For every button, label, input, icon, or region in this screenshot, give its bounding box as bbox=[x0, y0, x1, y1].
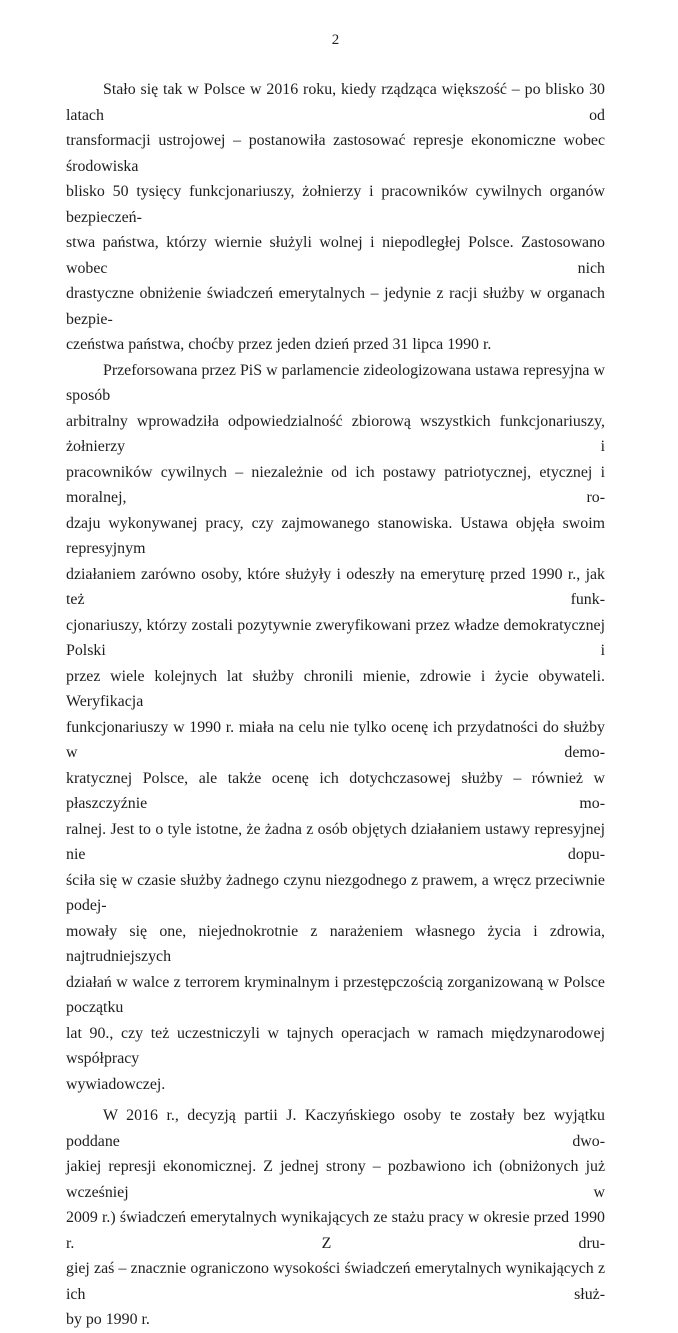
text-line: Stało się tak w Polsce w 2016 roku, kiedy rządząca większość – po blisko 30 latach od bbox=[66, 81, 605, 124]
text-line: arbitralny wprowadziła odpowiedzialność zbiorową wszystkich funkcjonariuszy, żołnierzy i bbox=[66, 412, 605, 455]
text-line: wywiadowczej. bbox=[66, 1075, 166, 1093]
text-line: W 2016 r., decyzją partii J. Kaczyńskiego osoby te zostały bez wyjątku poddane dwo- bbox=[66, 1107, 605, 1150]
text-line: transformacji ustrojowej – postanowiła zastosować represje ekonomiczne wobec środowiska bbox=[66, 132, 605, 175]
paragraph bbox=[66, 77, 605, 358]
text-line: by po 1990 r. bbox=[66, 1311, 150, 1328]
text-line: ralnej. Jest to o tyle istotne, że żadna z osób objętych działaniem ustawy represyjnej nie dopu- bbox=[66, 820, 605, 863]
text-line: dzaju wykonywanej pracy, czy zajmowanego stanowiska. Ustawa objęła swoim represyjnym bbox=[66, 514, 605, 557]
paragraph bbox=[66, 358, 605, 1098]
text-line: funkcjonariuszy w 1990 r. miała na celu nie tylko ocenę ich przydatności do służby w demo- bbox=[66, 718, 605, 761]
text-line: cjonariuszy, którzy zostali pozytywnie zweryfikowani przez władze demokratycznej Polski i bbox=[66, 616, 605, 659]
text-line: ściła się w czasie służby żadnego czynu niezgodnego z prawem, a wręcz przeciwnie podej- bbox=[66, 871, 605, 914]
text-line: przez wiele kolejnych lat służby chronili mienie, zdrowie i życie obywateli. Weryfikacja bbox=[66, 667, 605, 710]
document-body bbox=[66, 77, 605, 1333]
text-line: mowały się one, niejednokrotnie z narażeniem własnego życia i zdrowia, najtrudniejszych bbox=[66, 922, 605, 965]
text-line: lat 90., czy też uczestniczyli w tajnych operacjach w ramach międzynarodowej współpracy bbox=[66, 1024, 605, 1067]
text-line: stwa państwa, którzy wiernie służyli wolnej i niepodległej Polsce. Zastosowano wobec nich bbox=[66, 234, 605, 277]
text-line: działaniem zarówno osoby, które służyły i odeszły na emeryturę przed 1990 r., jak też funk- bbox=[66, 565, 605, 608]
text-line: drastyczne obniżenie świadczeń emerytalnych – jedynie z racji służby w organach bezpie- bbox=[66, 285, 605, 328]
text-line: kratycznej Polsce, ale także ocenę ich dotychczasowej służby – również w płaszczyźnie mo- bbox=[66, 769, 605, 812]
text-line: giej zaś – znacznie ograniczono wysokości świadczeń emerytalnych wynikających z ich służ- bbox=[66, 1260, 605, 1303]
text-line: 2009 r.) świadczeń emerytalnych wynikających ze stażu pracy w okresie przed 1990 r. Z dru- bbox=[66, 1209, 605, 1252]
text-line: Przeforsowana przez PiS w parlamencie zideologizowana ustawa represyjna w sposób bbox=[66, 361, 605, 404]
text-line: pracowników cywilnych – niezależnie od ich postawy patriotycznej, etycznej i moralnej, ro- bbox=[66, 463, 605, 506]
page-number: 2 bbox=[331, 32, 340, 48]
text-line: działań w walce z terrorem kryminalnym i przestępczością zorganizowaną w Polsce początku bbox=[66, 973, 605, 1016]
paragraph bbox=[66, 1103, 605, 1333]
text-line: czeństwa państwa, choćby przez jeden dzień przed 31 lipca 1990 r. bbox=[66, 336, 492, 353]
text-line: jakiej represji ekonomicznej. Z jednej strony – pozbawiono ich (obniżonych już wcześniej w bbox=[66, 1158, 605, 1201]
text-line: blisko 50 tysięcy funkcjonariuszy, żołnierzy i pracowników cywilnych organów bezpieczeń- bbox=[66, 183, 605, 226]
